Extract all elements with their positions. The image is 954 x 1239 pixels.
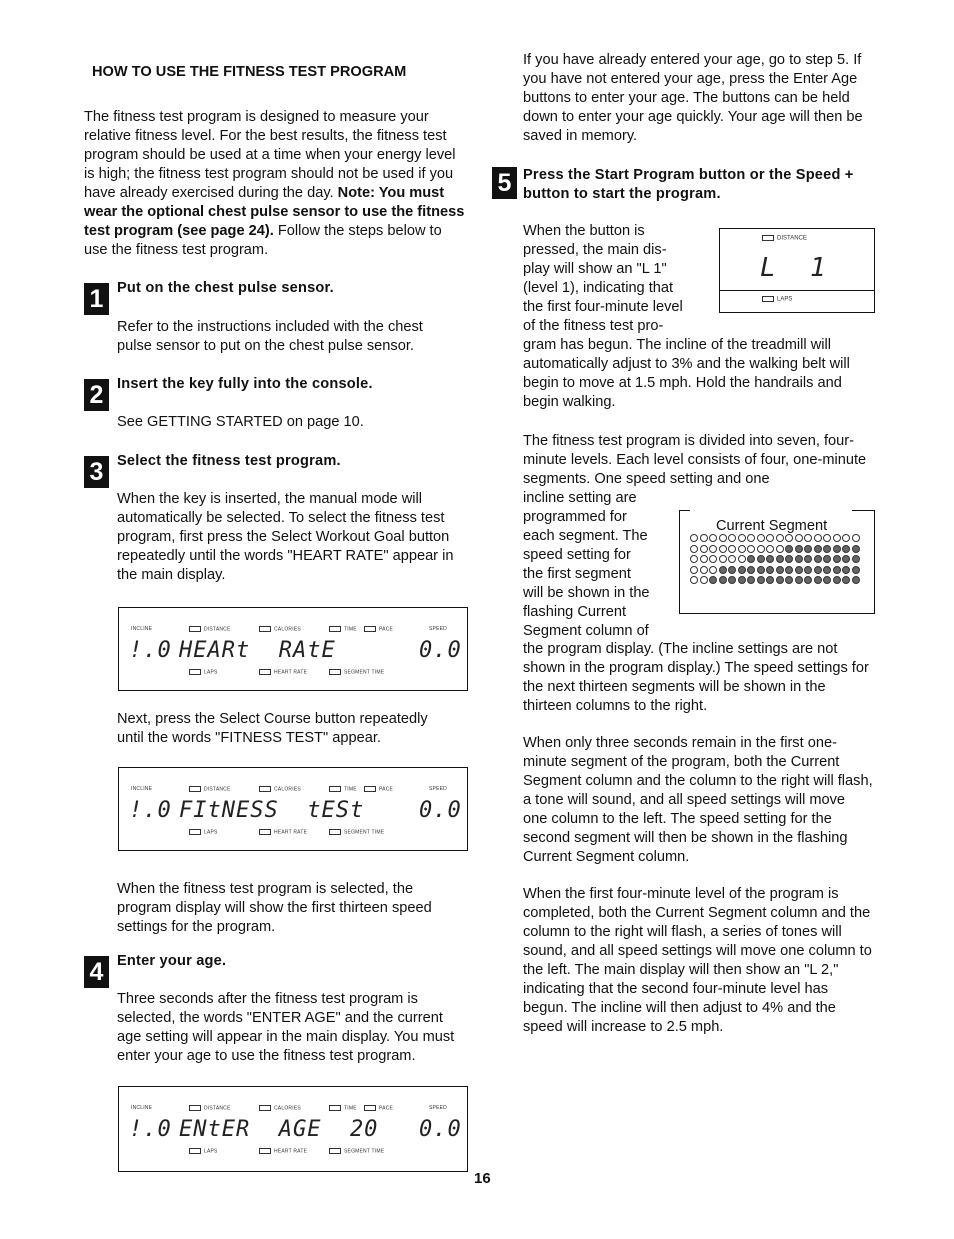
segment-dot bbox=[690, 566, 698, 574]
step-5-title: Press the Start Program button or the Speed + button to start the program. bbox=[523, 167, 854, 202]
segment-dot bbox=[804, 555, 812, 563]
segment-dot bbox=[795, 555, 803, 563]
segment-dot bbox=[852, 566, 860, 574]
console-top-labels: INCLINE DISTANCE CALORIES TIME PACE SPEED bbox=[131, 626, 447, 633]
segment-dot bbox=[814, 566, 822, 574]
segment-dot bbox=[690, 534, 698, 542]
segment-dot bbox=[728, 555, 736, 563]
segment-dot bbox=[709, 566, 717, 574]
display-main-text: HEARt RAtE bbox=[179, 638, 336, 663]
current-segment-title: Current Segment bbox=[716, 518, 828, 534]
step-5-body-rest: gram has begun. The incline of the treadmill will automatically adjust to 3% and the walking belt will begin to move at 1.5 mph. Hold the handrails and begin walking. bbox=[523, 337, 850, 410]
segment-dot bbox=[738, 566, 746, 574]
segment-dot bbox=[719, 566, 727, 574]
intro-text: The fitness test program is designed to measure your relative fitness level. For the best results, the fitness test program should be used at a time when your energy level is high; the fitness test program should not be used if you have already exercised during the day. bbox=[84, 109, 456, 201]
step-5-para2-top: The fitness test program is divided into seven, four-minute levels. Each level consists of four, one-minute segments. One speed setting and one bbox=[523, 433, 867, 487]
segment-dot bbox=[842, 555, 850, 563]
segment-dot bbox=[833, 555, 841, 563]
segment-dot bbox=[814, 545, 822, 553]
segment-dot bbox=[795, 576, 803, 584]
step-5-para3: When only three seconds remain in the first one-minute segment of the program, both the Current Segment column and the column to the right will flash, a tone will sound, and all speed settings will move one column to the left. The speed setting for the second segment will then be shown in the flashing Current Segment column. bbox=[523, 735, 873, 865]
dot-row bbox=[690, 545, 861, 556]
level-main-text: L 1 bbox=[760, 253, 827, 283]
segment-dot bbox=[852, 545, 860, 553]
segment-dot bbox=[785, 566, 793, 574]
segment-dot bbox=[833, 534, 841, 542]
segment-dot bbox=[738, 576, 746, 584]
step-1-title: Put on the chest pulse sensor. bbox=[117, 280, 334, 296]
segment-dot bbox=[757, 555, 765, 563]
step-1-body: Refer to the instructions included with the chest pulse sensor to put on the chest pulse sensor. bbox=[117, 319, 423, 354]
segment-dot bbox=[690, 555, 698, 563]
display-main-text: FItNESS tESt bbox=[179, 798, 365, 823]
console-display-fitness-test: INCLINE DISTANCE CALORIES TIME PACE SPEED !.0 FItNESS tESt 0.0 LAPS HEART RATE SEGMENT TIME bbox=[118, 767, 468, 851]
segment-dot bbox=[833, 566, 841, 574]
segment-dot bbox=[747, 555, 755, 563]
step-5-body-lines: When the button is pressed, the main dis- play will show an "L 1" (level 1), indicating that the first four-minute level of the fitness test pro- bbox=[523, 223, 683, 334]
segment-dot bbox=[719, 534, 727, 542]
segment-dot bbox=[852, 555, 860, 563]
level-laps-label: LAPS bbox=[777, 296, 793, 303]
segment-dot bbox=[719, 555, 727, 563]
segment-dot bbox=[823, 534, 831, 542]
segment-dot bbox=[690, 545, 698, 553]
segment-dot bbox=[776, 534, 784, 542]
segment-dot bbox=[738, 555, 746, 563]
segment-dot bbox=[823, 566, 831, 574]
segment-dot bbox=[776, 576, 784, 584]
step-4-body: Three seconds after the fitness test program is selected, the words "ENTER AGE" and the current age setting will appear in the main display. You must enter your age to use the fitness test program. bbox=[117, 991, 455, 1064]
segment-dot bbox=[842, 576, 850, 584]
segment-dot bbox=[852, 534, 860, 542]
segment-dot bbox=[823, 555, 831, 563]
display-main-text: ENtER AGE 20 bbox=[179, 1117, 379, 1142]
segment-dot bbox=[709, 576, 717, 584]
console-display-enter-age: INCLINE DISTANCE CALORIES TIME PACE SPEED !.0 ENtER AGE 20 0.0 LAPS HEART RATE SEGMENT TIME bbox=[118, 1086, 468, 1172]
step-2-body: See GETTING STARTED on page 10. bbox=[117, 414, 364, 430]
step-2-badge: 2 bbox=[84, 379, 109, 411]
level-display bbox=[719, 228, 875, 313]
segment-dot bbox=[757, 566, 765, 574]
segment-dot bbox=[842, 534, 850, 542]
segment-dot bbox=[709, 534, 717, 542]
segment-dot bbox=[757, 545, 765, 553]
segment-dot bbox=[719, 576, 727, 584]
segment-dot bbox=[852, 576, 860, 584]
segment-dot bbox=[785, 576, 793, 584]
segment-dot bbox=[814, 576, 822, 584]
step-4-title: Enter your age. bbox=[117, 953, 227, 969]
console-bottom-labels: LAPS HEART RATE SEGMENT TIME bbox=[119, 669, 467, 679]
step-5-para4: When the first four-minute level of the program is completed, both the Current Segment column and the column to the right will flash, a series of tones will sound, and all speed settings will move one column to the left. The main display will then show an "L 2," indicating that the second four-minute level has begun. The incline will then adjust to 4% and the speed will increase to 2.5 mph. bbox=[523, 886, 872, 1035]
segment-dot bbox=[804, 566, 812, 574]
segment-dot bbox=[795, 566, 803, 574]
step-3-badge: 3 bbox=[84, 456, 109, 488]
segment-dot bbox=[795, 545, 803, 553]
display-left-value: !.0 bbox=[129, 638, 172, 663]
step-3-title: Select the fitness test program. bbox=[117, 453, 341, 469]
segment-dot bbox=[709, 545, 717, 553]
step-5-para2-lines: incline setting are programmed for each segment. The speed setting for the first segment will be shown in the flashing Current Segment column of bbox=[523, 490, 650, 639]
segment-dot bbox=[785, 545, 793, 553]
segment-dot-matrix bbox=[690, 534, 861, 587]
segment-dot bbox=[709, 555, 717, 563]
segment-dot bbox=[757, 576, 765, 584]
segment-dot bbox=[833, 576, 841, 584]
intro-note: Note: You must wear the optional chest pulse sensor to use the fitness test program (see page 24). bbox=[84, 185, 465, 239]
segment-dot bbox=[728, 576, 736, 584]
segment-dot bbox=[719, 545, 727, 553]
level-distance-label: DISTANCE bbox=[777, 235, 807, 242]
segment-dot bbox=[766, 555, 774, 563]
display-right-value: 0.0 bbox=[419, 638, 462, 663]
dot-row bbox=[690, 555, 861, 566]
segment-dot bbox=[690, 576, 698, 584]
segment-dot bbox=[842, 545, 850, 553]
step-3-body: When the key is inserted, the manual mode will automatically be selected. To select the fitness test program, first press the Select Workout Goal button repeatedly until the words "HEART RATE" appear in the main display. bbox=[117, 491, 454, 583]
segment-dot bbox=[700, 534, 708, 542]
dot-row bbox=[690, 566, 861, 577]
step-4-badge: 4 bbox=[84, 956, 109, 988]
segment-dot bbox=[700, 576, 708, 584]
dot-row bbox=[690, 534, 861, 545]
segment-dot bbox=[776, 555, 784, 563]
segment-dot bbox=[747, 534, 755, 542]
segment-dot bbox=[804, 545, 812, 553]
intro-paragraph bbox=[84, 108, 466, 260]
dot-row bbox=[690, 576, 861, 587]
segment-dot bbox=[823, 545, 831, 553]
segment-dot bbox=[738, 534, 746, 542]
step-4-body-2: If you have already entered your age, go to step 5. If you have not entered your age, press the Enter Age buttons to enter your age. The buttons can be held down to enter your age quickly. Your age will then be saved in memory. bbox=[523, 52, 863, 144]
display-left-value: !.0 bbox=[129, 1117, 172, 1142]
segment-dot bbox=[795, 534, 803, 542]
intro-follow: Follow the steps below to use the fitness test program. bbox=[84, 223, 442, 258]
segment-dot bbox=[766, 576, 774, 584]
segment-dot bbox=[747, 545, 755, 553]
step-2-title: Insert the key fully into the console. bbox=[117, 376, 373, 392]
step-3-body-3: When the fitness test program is selected, the program display will show the first thirteen speed settings for the program. bbox=[117, 881, 432, 935]
segment-dot bbox=[738, 545, 746, 553]
step-3-body-2: Next, press the Select Course button repeatedly until the words "FITNESS TEST" appear. bbox=[117, 711, 428, 746]
segment-dot bbox=[804, 534, 812, 542]
segment-dot bbox=[814, 555, 822, 563]
segment-dot bbox=[728, 545, 736, 553]
display-right-value: 0.0 bbox=[419, 798, 462, 823]
segment-dot bbox=[766, 566, 774, 574]
segment-dot bbox=[842, 566, 850, 574]
page-number: 16 bbox=[474, 1170, 491, 1187]
segment-dot bbox=[700, 545, 708, 553]
segment-dot bbox=[833, 545, 841, 553]
current-segment-panel bbox=[679, 510, 875, 614]
console-display-heart-rate bbox=[118, 607, 468, 691]
segment-dot bbox=[700, 555, 708, 563]
segment-dot bbox=[804, 576, 812, 584]
segment-dot bbox=[728, 566, 736, 574]
segment-dot bbox=[747, 566, 755, 574]
step-5-para2-rest: the program display. (The incline settings are not shown in the program display.) The speed settings for the next thirteen segments will be shown in the thirteen columns to the right. bbox=[523, 641, 869, 714]
step-5-badge: 5 bbox=[492, 167, 517, 199]
page-title: HOW TO USE THE FITNESS TEST PROGRAM bbox=[92, 64, 407, 80]
segment-dot bbox=[700, 566, 708, 574]
segment-dot bbox=[747, 576, 755, 584]
segment-dot bbox=[728, 534, 736, 542]
segment-dot bbox=[757, 534, 765, 542]
segment-dot bbox=[814, 534, 822, 542]
display-left-value: !.0 bbox=[129, 798, 172, 823]
segment-dot bbox=[823, 576, 831, 584]
segment-dot bbox=[766, 534, 774, 542]
segment-dot bbox=[776, 545, 784, 553]
segment-dot bbox=[785, 534, 793, 542]
segment-dot bbox=[766, 545, 774, 553]
segment-dot bbox=[776, 566, 784, 574]
segment-dot bbox=[785, 555, 793, 563]
step-1-badge: 1 bbox=[84, 283, 109, 315]
display-right-value: 0.0 bbox=[419, 1117, 462, 1142]
